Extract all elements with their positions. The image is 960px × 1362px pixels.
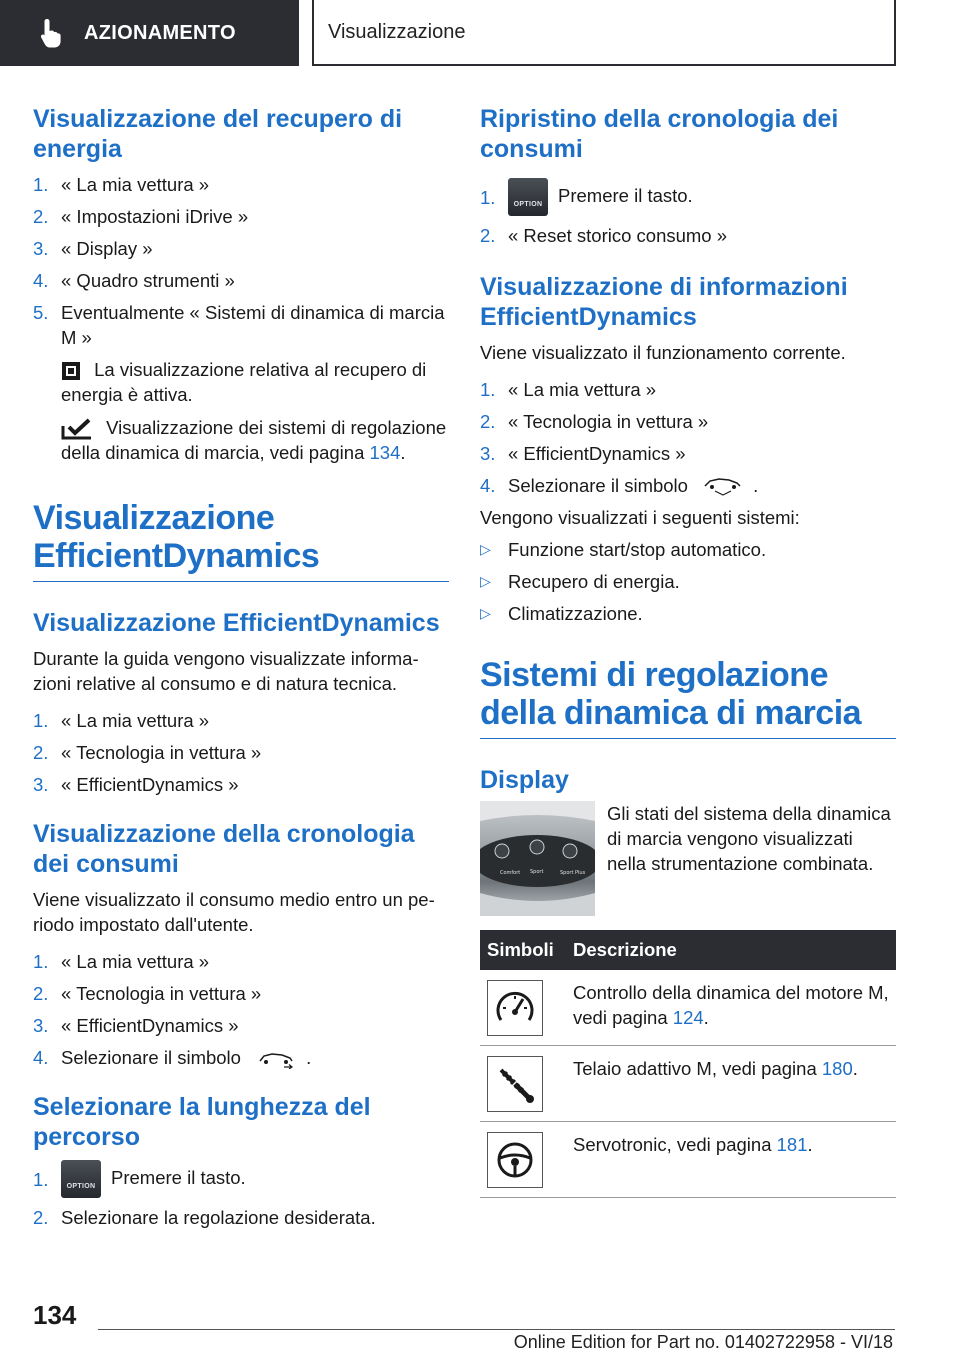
list-item: 5. Eventualmente « Sistemi di dinamica di marcia M » — [33, 302, 445, 348]
list-item: 1. « La mia vettura » — [33, 951, 210, 973]
chapter-heading-efficientdynamics: Visualizzazione EfficientDynamics — [33, 499, 449, 582]
chapter-heading-sistemi: Sistemi di regolazione della dinamica di marcia — [480, 656, 896, 739]
shock-absorber-icon — [493, 1062, 537, 1106]
list-item: 3. « EfficientDynamics » — [33, 1015, 239, 1037]
heading-display: Display — [480, 766, 569, 795]
intro-info: Viene visualizzato il funzionamento corrente. — [480, 342, 846, 363]
footer-text: Online Edition for Part no. 01402722958 - VI/18 — [513, 1332, 893, 1352]
list-item: 2. « Tecnologia in vettura » — [33, 742, 262, 764]
display-section — [480, 801, 896, 916]
list-item: 4. « Quadro strumenti » — [33, 270, 235, 291]
option-key-icon: OPTION — [61, 1160, 101, 1198]
heading-cronologia: Visualizzazione della cronologia dei consumi — [33, 820, 415, 879]
section-title: AZIONAMENTO — [84, 21, 236, 44]
heading-info-efficientdynamics: Visualizzazione di informazioni EfficientDynamics — [480, 273, 848, 331]
heading-efficientdynamics: Visualizzazione EfficientDynamics — [33, 609, 440, 638]
car-energy-flow-icon — [701, 476, 745, 498]
list-item: 3. « Display » — [33, 238, 153, 259]
intro-cronologia: Viene visualizzato il consumo medio entro un pe-riodo impostato dall'utente. — [33, 889, 435, 936]
table-row: Servotronic, vedi pagina 181. — [480, 1122, 896, 1198]
right-column — [480, 104, 896, 1198]
table-header-row — [480, 930, 896, 970]
checkbox-filled-icon — [61, 361, 81, 381]
display-text: Gli stati del sistema della dinamica di marcia vengono visualizzati nella strumentazione combinata. — [607, 803, 891, 875]
heading-ripristino: Ripristino della cronologia dei consumi — [480, 105, 839, 163]
list-item: 3. « EfficientDynamics » — [480, 443, 686, 464]
symbols-table — [480, 930, 896, 1198]
page-number: 134 — [33, 1300, 77, 1330]
steering-wheel-icon — [493, 1138, 537, 1182]
table-row: Telaio adattivo M, vedi pagina 180. — [480, 1046, 896, 1122]
list-item: 2. « Tecnologia in vettura » — [480, 411, 709, 432]
consumption-history-icon — [254, 1049, 298, 1069]
speedometer-icon — [493, 986, 537, 1030]
page-link-124[interactable]: 124 — [672, 1007, 704, 1029]
left-column — [33, 104, 449, 1237]
list-item: 1. OPTION Premere il tasto. — [33, 1160, 449, 1198]
list-item: 2. Selezionare la regolazione desiderata. — [33, 1207, 376, 1229]
chapter-title: Visualizzazione — [328, 20, 466, 43]
column-header-symbols: Simboli — [480, 930, 566, 970]
list-item: 1. « La mia vettura » — [480, 379, 657, 400]
list-item: 3. « EfficientDynamics » — [33, 774, 239, 796]
note-recupero-active: La visualizzazione relativa al recupero di energia è attiva. — [61, 359, 427, 405]
list-item: 1. « La mia vettura » — [33, 710, 210, 732]
section-tab — [0, 0, 299, 66]
steps-info — [480, 377, 896, 498]
instrument-label: Sport — [530, 869, 544, 876]
list-item: ▷ Funzione start/stop automatico. — [480, 539, 767, 561]
instrument-label: Sport Plus — [560, 870, 586, 877]
systems-intro: Vengono visualizzati i seguenti sistemi: — [480, 507, 800, 529]
footer-divider — [98, 1329, 895, 1330]
page-link-134[interactable]: 134 — [369, 442, 401, 464]
list-item: 1. « La mia vettura » — [33, 174, 210, 195]
systems-list — [480, 537, 896, 626]
intro-efficientdynamics: Durante la guida vengono visualizzate informa-zioni relative al consumo e di natura tecnica. — [33, 648, 419, 695]
steps-efficientdynamics — [33, 708, 449, 797]
list-item: 4. Selezionare il simbolo . — [480, 473, 896, 498]
page-link-180[interactable]: 180 — [821, 1058, 853, 1080]
steps-cronologia — [33, 949, 449, 1070]
list-item: 1. OPTION Premere il tasto. — [480, 178, 896, 216]
instrument-label: Comfort — [500, 870, 521, 877]
chapter-header — [312, 0, 896, 66]
column-header-description: Descrizione — [566, 930, 896, 970]
steps-lunghezza — [33, 1160, 449, 1230]
list-item: 2. « Impostazioni iDrive » — [33, 206, 249, 227]
hand-icon — [38, 17, 66, 49]
option-key-icon: OPTION — [508, 178, 548, 216]
list-item: 2. « Tecnologia in vettura » — [33, 983, 262, 1005]
list-item: 2. « Reset storico consumo » — [480, 225, 728, 246]
heading-lunghezza: Selezionare la lunghezza del percorso — [33, 1093, 371, 1152]
table-row: Controllo della dinamica del motore M, vedi pagina 124. — [480, 970, 896, 1046]
instrument-cluster-image — [480, 801, 595, 916]
steps-ripristino — [480, 178, 896, 248]
steps-recupero — [33, 172, 449, 350]
note-dinamica: Visualizzazione dei sistemi di regolazione della dinamica di marcia, vedi pagina 134. — [61, 417, 447, 464]
list-item: ▷ Recupero di energia. — [480, 571, 680, 593]
checkmark-icon — [61, 418, 95, 440]
list-item: ▷ Climatizzazione. — [480, 603, 643, 625]
page-link-181[interactable]: 181 — [776, 1134, 808, 1156]
heading-recupero: Visualizzazione del recupero di energia — [33, 105, 403, 163]
list-item: 4. Selezionare il simbolo . — [33, 1047, 312, 1069]
